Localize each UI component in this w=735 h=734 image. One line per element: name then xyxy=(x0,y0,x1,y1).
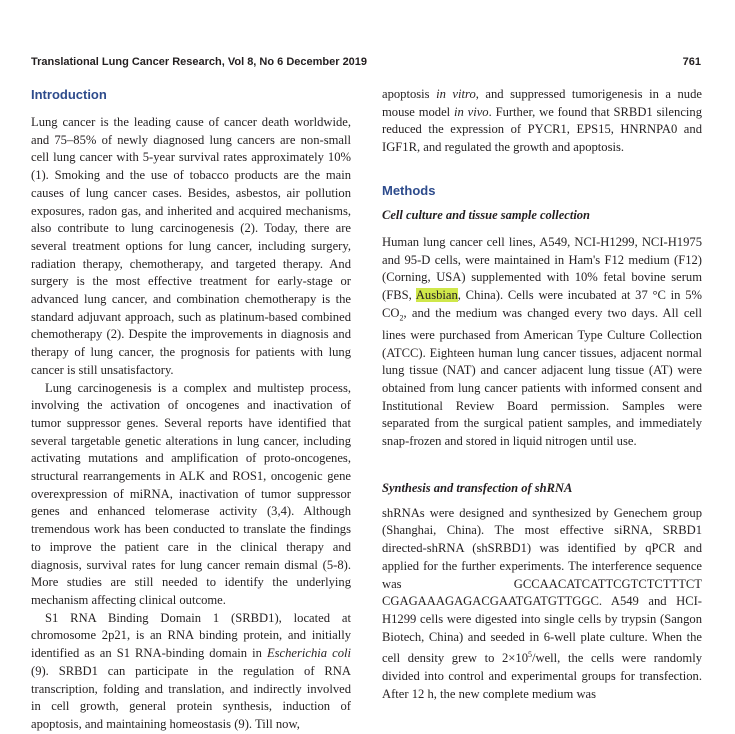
running-header xyxy=(31,54,701,70)
continued-paragraph xyxy=(382,86,702,157)
introduction-heading: Introduction xyxy=(31,87,107,102)
cont-text-b: , and suppressed tumorigenesis in a nude mouse model xyxy=(382,87,702,119)
highlighted-word: Ausbian xyxy=(415,287,458,302)
intro-paragraph-1: Lung cancer is the leading cause of cancer death worldwide, and 75–85% of newly diagnosed lung cancers are non-small cell lung cancer with 5-year survival rates approximately 10% (1). Smoking and the use of tobacco products are the main causes of lung cancer cases. Besides, asbestos, air pollution exposures, radon gas, and inherited and acquired mechanisms, also contribute to lung carcinogenesis (2). Today, there are several treatment options for lung cancer, including surgery, radiation therapy, chemotherapy, and targeted therapy. And surgery is the most effective treatment for early-stage or advanced lung cancer, and combination chemotherapy is the standard adjuvant approach, such as platinum-based combined chemotherapy (2). Despite the improvements in diagnosis and therapy of lung cancer, the prognosis for patients with lung cancer is still unsatisfactory. xyxy=(31,115,351,377)
m2-text-a: shRNAs were designed and synthesized by Genechem group (Shanghai, China). The most effective siRNA, SRBD1 directed-shRNA (shSRBD1) was identified by qPCR and applied for the further experiments. The interference sequence was GCCAACATCATTCGTCTCTTTCT CGAGAAAGAGACGAATGATGTTGGC. A549 and HCI-H1299 cells were digested into single cells by trypsin (Sangon Biotech, China) and seeded in 6-well plate culture. When the cell density grew to 2×10 xyxy=(382,505,702,666)
m2-text-b: /well, the cells were randomly divided into control and experimental groups for transfection. After 12 h, the new complete medium was xyxy=(382,651,702,701)
intro-paragraph-3 xyxy=(31,610,351,734)
in-vivo-italic: in vivo xyxy=(454,104,489,119)
right-column xyxy=(382,86,702,704)
methods-heading: Methods xyxy=(382,182,436,198)
co2-subscript: 2 xyxy=(399,313,404,323)
journal-title: Translational Lung Cancer Research, Vol 8, No 6 December 2019 xyxy=(31,56,368,68)
methods-paragraph-1 xyxy=(382,234,702,451)
subheading-shrna: Synthesis and transfection of shRNA xyxy=(382,480,573,495)
m1-text-c: , and the medium was changed every two days. All cell lines were purchased from American Type Culture Collection (ATCC). Eighteen human lung cancer tissues, adjacent normal lung tissue (NAT) and cancer adjacent lung tissue (AT) were obtained from lung cancer patients with informed consent and Institutional Review Board permission. Samples were separated from the surgical patient samples, and immediately snap-frozen and stored in liquid nitrogen until use. xyxy=(382,305,702,449)
subheading-cell-culture: Cell culture and tissue sample collection xyxy=(382,207,590,222)
species-name: Escherichia coli xyxy=(266,646,351,661)
intro-p3-text-a: S1 RNA Binding Domain 1 (SRBD1), located at chromosome 2p21, is an RNA binding protein, and initially identified as an S1 RNA-binding domain in xyxy=(31,610,351,661)
methods-paragraph-2 xyxy=(382,505,702,704)
page-number: 761 xyxy=(682,56,701,68)
cont-text-c: . Further, we found that SRBD1 silencing reduced the expression of PYCR1, EPS15, HNRNPA0 and IGF1R, and regulated the growth and apoptosis. xyxy=(382,104,702,155)
left-column xyxy=(31,86,351,734)
m1-text-a: Human lung cancer cell lines, A549, NCI-H1299, NCI-H1975 and 95-D cells, were maintained in Ham's F12 medium (F12) (Corning, USA) supplemented with 10% fetal bovine serum (FBS, xyxy=(382,234,702,302)
exponent-superscript: 5 xyxy=(528,650,532,660)
cont-text-a: apoptosis xyxy=(382,87,437,101)
intro-p3-text-b: (9). SRBD1 can participate in the regulation of RNA transcription, folding and translation, and indirectly involved in cell growth, general protein synthesis, induction of apoptosis, and maintaining homeostasis (9). Till now, xyxy=(31,663,351,731)
m1-text-b: , China). Cells were incubated at 37 °C in 5% CO xyxy=(382,287,702,320)
intro-paragraph-2: Lung carcinogenesis is a complex and multistep process, involving the activation of oncogenes and inactivation of tumor suppressor genes. Several reports have identified that several targetable genetic alterations in lung cancer, including activating mutations and amplification of proto-oncogenes, structural rearrangements in ALK and ROS1, oncogenic gene overexpression of miRNA, inactivation of tumor suppressor genes and enhanced telomerase activity (3,4). Although tremendous work has been conducted to translate the findings to improve the patient care in the clinical therapy and diagnosis, survival rates for lung cancer remain dismal (5-8). More studies are still needed to identify the underlying mechanism affecting clinical outcome. xyxy=(31,380,351,607)
in-vitro-italic: in vitro xyxy=(436,87,476,101)
